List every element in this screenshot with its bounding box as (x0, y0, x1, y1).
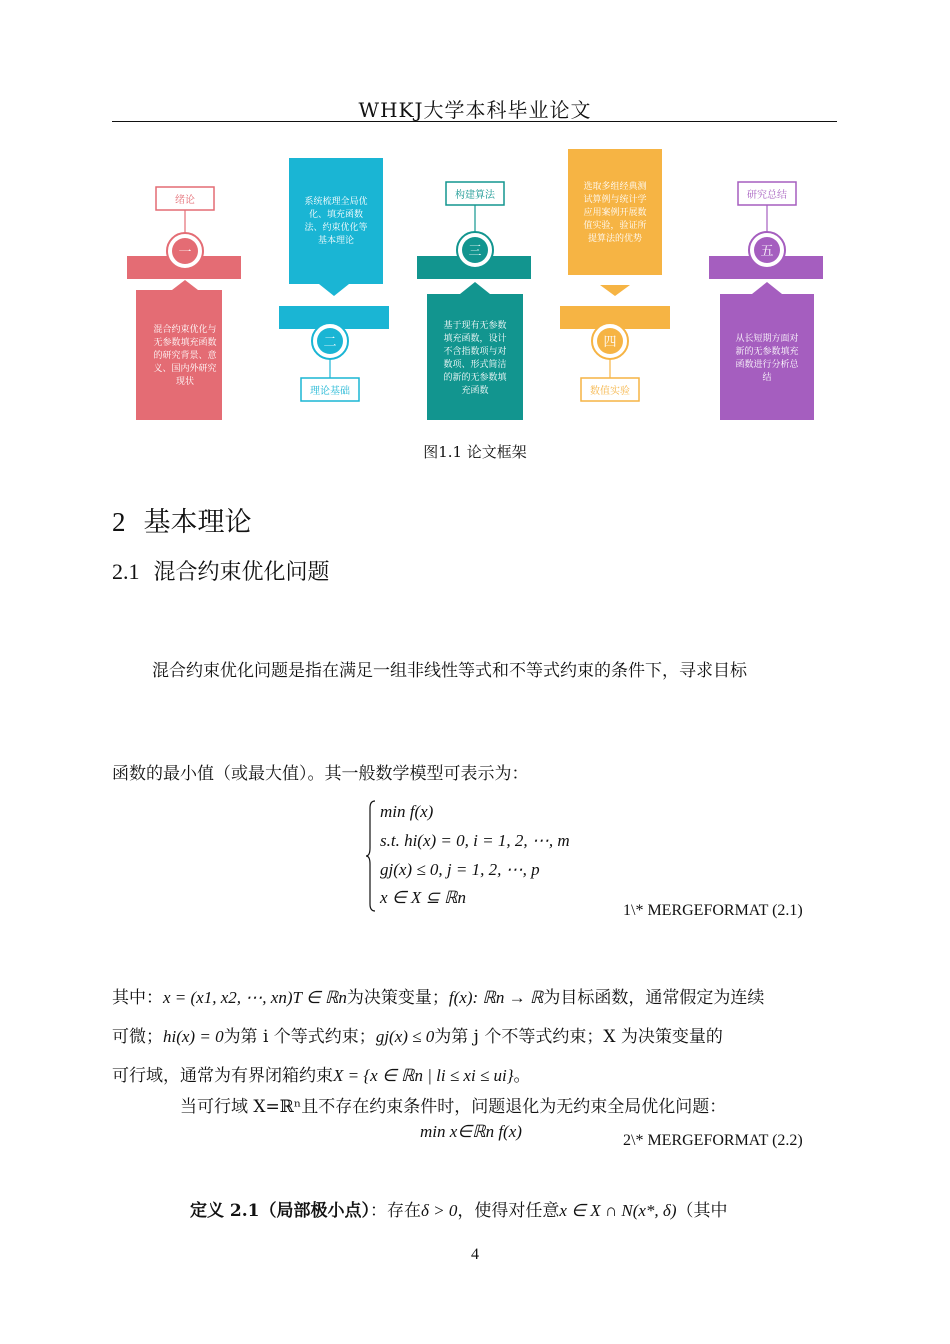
svg-text:不含指数项与对: 不含指数项与对 (443, 347, 507, 357)
framework-step-1 (127, 187, 241, 420)
header-rule (112, 121, 837, 122)
framework-step-2 (279, 158, 389, 401)
svg-text:基本理论: 基本理论 (317, 236, 355, 246)
svg-text:充函数: 充函数 (461, 386, 489, 396)
equation-label-2-1: 1\* MERGEFORMAT (2.1) (623, 902, 803, 919)
svg-text:数项、形式简洁: 数项、形式简洁 (443, 360, 507, 370)
framework-step-3 (417, 182, 531, 420)
section-heading: 2 基本理论 (112, 507, 252, 538)
step-1-numeral: 一 (178, 245, 192, 260)
svg-text:义、国内外研究: 义、国内外研究 (153, 364, 217, 374)
paragraph-model: 函数的最小值（或最大值）。其一般数学模型可表示为： (112, 764, 529, 784)
equation-label-2-2: 2\* MERGEFORMAT (2.2) (623, 1132, 803, 1149)
framework-step-5 (709, 182, 823, 420)
svg-text:提算法的优势: 提算法的优势 (587, 234, 643, 244)
unconstrained-problem: min x∈ℝn f(x) (420, 1122, 522, 1141)
step-5-numeral: 五 (760, 244, 774, 259)
svg-text:结: 结 (762, 373, 772, 383)
svg-text:值实验，验证所: 值实验，验证所 (583, 221, 647, 231)
step-4-tag: 数值实验 (590, 386, 630, 397)
thesis-framework-figure (112, 140, 837, 430)
svg-text:化、填充函数: 化、填充函数 (308, 210, 364, 220)
step-2-tag: 理论基础 (310, 386, 350, 397)
definition-2-1: 定义 2.1（局部极小点）：存在δ > 0，使得对任意x ∈ X ∩ N(x*, δ)（其中 (190, 1201, 728, 1221)
definitions-line-2: 可微；hi(x) = 0为第 i 个等式约束；gj(x) ≤ 0为第 j 个不等式约束；X 为决策变量的 (112, 1027, 723, 1047)
box-constraint-line: x ∈ X ⊆ ℝn (380, 888, 466, 907)
svg-text:基于现有无参数: 基于现有无参数 (443, 321, 507, 331)
svg-text:现状: 现状 (175, 377, 195, 387)
svg-text:函数进行分析总: 函数进行分析总 (735, 360, 799, 370)
svg-text:填充函数，设计: 填充函数，设计 (443, 334, 507, 344)
svg-text:法、约束优化等: 法、约束优化等 (304, 223, 368, 233)
svg-text:试算例与统计学: 试算例与统计学 (583, 195, 647, 205)
equality-constraint-line: s.t. hi(x) = 0, i = 1, 2, ⋯, m (380, 831, 570, 850)
svg-text:的新的无参数填: 的新的无参数填 (443, 373, 507, 383)
svg-text:从长短期方面对: 从长短期方面对 (735, 334, 799, 344)
svg-text:选取多组经典测: 选取多组经典测 (583, 182, 647, 192)
subsection-heading: 2.1 混合约束优化问题 (112, 559, 330, 585)
svg-text:应用案例开展数: 应用案例开展数 (583, 208, 647, 218)
paragraph-intro: 混合约束优化问题是指在满足一组非线性等式和不等式约束的条件下，寻求目标 (152, 661, 747, 681)
step-2-numeral: 二 (323, 335, 337, 350)
step-3-numeral: 三 (468, 244, 482, 259)
objective-line: min f(x) (380, 802, 434, 821)
definitions-line-3: 可行域，通常为有界闭箱约束X = {x ∈ ℝn | li ≤ xi ≤ ui}。 (112, 1066, 531, 1086)
page-number: 4 (471, 1246, 479, 1263)
running-header: WHKJ大学本科毕业论文 (358, 98, 592, 122)
step-5-tag: 研究总结 (747, 190, 787, 201)
svg-text:无参数填充函数: 无参数填充函数 (153, 338, 217, 348)
figure-caption: 图1.1 论文框架 (423, 443, 527, 461)
step-3-tag: 构建算法 (455, 190, 495, 201)
svg-text:的研究背景、意: 的研究背景、意 (153, 351, 217, 361)
definition-label: 定义 2.1（局部极小点） (190, 1201, 370, 1221)
svg-text:新的无参数填充: 新的无参数填充 (735, 347, 799, 357)
svg-text:系统梳理全局优: 系统梳理全局优 (304, 197, 368, 207)
step-1-tag: 绪论 (175, 195, 195, 206)
framework-step-4 (560, 149, 670, 401)
inequality-constraint-line: gj(x) ≤ 0, j = 1, 2, ⋯, p (380, 860, 540, 879)
svg-text:混合约束优化与: 混合约束优化与 (153, 325, 217, 335)
step-4-numeral: 四 (603, 335, 617, 350)
definitions-line-4: 当可行域 X=ℝⁿ且不存在约束条件时，问题退化为无约束全局优化问题： (180, 1097, 727, 1117)
definitions-line-1: 其中：x = (x1, x2, ⋯, xn)T ∈ ℝn为决策变量；f(x): ℝn → ℝ为目标函数，通常假定为连续 (112, 988, 765, 1008)
left-brace (366, 800, 376, 912)
